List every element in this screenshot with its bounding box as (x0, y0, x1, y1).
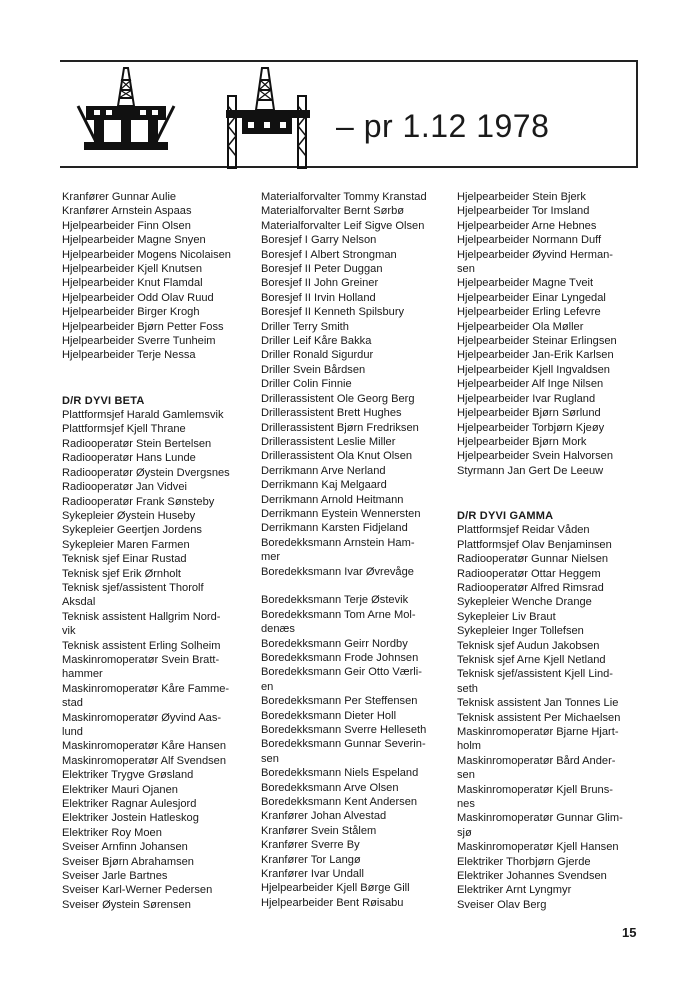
spacer (62, 377, 252, 391)
list-item: Hjelpearbeider Tor Imsland (457, 205, 590, 218)
list-item: Derrikmann Kaj Melgaard (261, 479, 387, 492)
list-item: Maskinromoperatør Øyvind Aas- (62, 711, 222, 724)
list-item: Sykepleier Maren Farmen (62, 538, 190, 551)
list-item: Boresjef I Garry Nelson (261, 234, 377, 247)
list-item: Hjelpearbeider Arne Hebnes (457, 219, 597, 232)
list-item: Driller Colin Finnie (261, 378, 352, 391)
list-item: Hjelpearbeider Torbjørn Kjeøy (457, 421, 605, 434)
list-item: Driller Svein Bårdsen (261, 363, 366, 376)
list-item: Radiooperatør Jan Vidvei (62, 481, 187, 494)
list-item: Maskinromoperatør Bård Ander- (457, 754, 616, 767)
list-item: Kranfører Gunnar Aulie (62, 191, 177, 203)
list-item: Boredekksmann Ivar Øvrevåge (261, 565, 414, 578)
list-item: Boredekksmann Tom Arne Mol- (261, 608, 416, 621)
list-item: Elektriker Johannes Svendsen (457, 870, 607, 883)
list-item: Elektriker Thorbjørn Gjerde (457, 855, 591, 868)
list-item: Teknisk assistent Jan Tonnes Lie (457, 697, 619, 710)
list-item: Teknisk sjef Audun Jakobsen (457, 639, 600, 652)
list-item: Hjelpearbeider Steinar Erlingsen (457, 335, 617, 348)
list-item: seth (457, 682, 478, 695)
list-item: Materialforvalter Leif Sigve Olsen (261, 219, 425, 232)
list-item: Hjelpearbeider Magne Snyen (62, 234, 206, 247)
list-item: Derrikmann Arnold Heitmann (261, 493, 404, 506)
list-item: lund (62, 726, 83, 738)
list-item: Plattformsjef Harald Gamlemsvik (62, 409, 224, 422)
list-item: Sveiser Olav Berg (457, 898, 547, 911)
list-item: Boredekksmann Frode Johnsen (261, 651, 419, 664)
list-item: Drillerassistent Brett Hughes (261, 407, 402, 420)
list-item: Hjelpearbeider Kjell Ingvaldsen (457, 363, 610, 376)
list-item: Radiooperatør Hans Lunde (62, 452, 196, 465)
list-item: Kranfører Johan Alvestad (261, 810, 387, 823)
list-item: Hjelpearbeider Stein Bjerk (457, 191, 586, 203)
list-item: sen (457, 263, 475, 276)
spacer (457, 493, 647, 507)
list-item: Hjelpearbeider Terje Nessa (62, 349, 196, 362)
list-item: Driller Leif Kåre Bakka (261, 335, 372, 348)
list-item: Boredekksmann Arnstein Ham- (261, 536, 415, 549)
list-item: Radiooperatør Gunnar Nielsen (457, 553, 609, 566)
list-item: Radiooperatør Ottar Heggem (457, 567, 601, 580)
list-item: Hjelpearbeider Knut Flamdal (62, 277, 203, 290)
section-heading: D/R DYVI GAMMA (457, 509, 554, 522)
list-item: Hjelpearbeider Odd Olav Ruud (62, 291, 214, 304)
list-item: sen (457, 769, 475, 782)
list-item: Boredekksmann Geirr Nordby (261, 637, 408, 650)
list-item: Sykepleier Geertjen Jordens (62, 524, 202, 537)
list-item: Hjelpearbeider Svein Halvorsen (457, 450, 614, 463)
list-item: Teknisk assistent Erling Solheim (62, 639, 221, 652)
page-number: 15 (622, 925, 637, 940)
list-item: Kranfører Sverre By (261, 839, 360, 852)
list-item: Hjelpearbeider Erling Lefevre (457, 306, 601, 319)
list-item: Boredekksmann Arve Olsen (261, 781, 399, 794)
list-item: Sykepleier Øystein Huseby (62, 509, 196, 522)
list-item: Teknisk sjef/assistent Kjell Lind- (457, 668, 613, 681)
list-item: Elektriker Roy Moen (62, 826, 162, 839)
list-item: Hjelpearbeider Kjell Børge Gill (261, 882, 410, 895)
list-item: Hjelpearbeider Bent Røisabu (261, 896, 404, 909)
list-item: Boresjef II Kenneth Spilsbury (261, 306, 405, 319)
list-item: Maskinromoperatør Kåre Famme- (62, 682, 230, 695)
list-item: Hjelpearbeider Kjell Knutsen (62, 263, 202, 276)
list-item: Drillerassistent Ole Georg Berg (261, 392, 415, 405)
list-item: sen (261, 752, 279, 765)
list-item: holm (457, 740, 482, 753)
list-item: Derrikmann Arve Nerland (261, 464, 386, 477)
list-item: Boredekksmann Sverre Helleseth (261, 724, 427, 737)
semi-submersible-rig-icon (74, 66, 178, 152)
list-item: Hjelpearbeider Jan-Erik Karlsen (457, 349, 614, 362)
list-item: Sveiser Jarle Bartnes (62, 870, 168, 883)
list-item: Sveiser Arnfinn Johansen (62, 841, 188, 854)
list-item: Boredekksmann Geir Otto Værli- (261, 666, 422, 679)
list-item: Aksdal (62, 596, 96, 609)
list-item: Boresjef I Albert Strongman (261, 248, 397, 261)
list-item: Sykepleier Wenche Drange (457, 596, 592, 609)
list-item: Boredekksmann Dieter Holl (261, 709, 397, 722)
list-item: mer (261, 551, 281, 564)
list-item: Hjelpearbeider Bjørn Sørlund (457, 407, 601, 420)
list-item: Sveiser Øystein Sørensen (62, 898, 191, 911)
list-item: Radiooperatør Alfred Rimsrad (457, 581, 604, 594)
list-item: Boredekksmann Per Steffensen (261, 695, 418, 708)
spacer (62, 363, 252, 377)
list-item: Teknisk sjef Einar Rustad (62, 553, 187, 566)
section-heading: D/R DYVI BETA (62, 394, 145, 407)
list-item: Driller Terry Smith (261, 320, 349, 333)
list-item: Sykepleier Inger Tollefsen (457, 625, 584, 638)
list-item: Sveiser Karl-Werner Pedersen (62, 884, 213, 897)
page-title: – pr 1.12 1978 (336, 108, 550, 144)
list-item: Sveiser Bjørn Abrahamsen (62, 855, 194, 868)
list-item: sjø (457, 826, 472, 839)
list-item: Hjelpearbeider Øyvind Herman- (457, 248, 613, 261)
list-item: Hjelpearbeider Sverre Tunheim (62, 335, 216, 348)
list-item: Boresjef II Peter Duggan (261, 263, 383, 276)
list-item: Plattformsjef Olav Benjaminsen (457, 538, 612, 551)
jackup-rig-icon (224, 66, 314, 170)
list-item: Maskinromoperatør Alf Svendsen (62, 754, 227, 767)
list-item: Teknisk assistent Hallgrim Nord- (62, 610, 221, 623)
column-1 (62, 190, 252, 912)
list-item: Teknisk sjef/assistent Thorolf (62, 581, 204, 594)
list-item: Elektriker Jostein Hatleskog (62, 812, 199, 825)
list-item: Hjelpearbeider Normann Duff (457, 234, 602, 247)
list-item: Kranfører Tor Langø (261, 853, 361, 866)
list-item: Boredekksmann Niels Espeland (261, 767, 419, 780)
list-item: Radiooperatør Øystein Dvergsnes (62, 466, 230, 479)
list-item: Plattformsjef Reidar Våden (457, 524, 590, 537)
column-2 (261, 190, 451, 910)
list-item: Teknisk sjef Arne Kjell Netland (457, 653, 606, 666)
list-item: en (261, 680, 274, 693)
list-item: Elektriker Ragnar Aulesjord (62, 798, 197, 811)
spacer (261, 579, 451, 593)
list-item: Hjelpearbeider Birger Krogh (62, 306, 200, 319)
list-item: Boredekksmann Kent Andersen (261, 796, 418, 809)
list-item: Sykepleier Liv Braut (457, 610, 556, 623)
list-item: Maskinromoperatør Gunnar Glim- (457, 812, 623, 825)
list-item: Drillerassistent Bjørn Fredriksen (261, 421, 419, 434)
list-item: Kranfører Arnstein Aspaas (62, 205, 192, 218)
list-item: Radiooperatør Stein Bertelsen (62, 437, 212, 450)
list-item: Materialforvalter Bernt Sørbø (261, 205, 405, 218)
list-item: Materialforvalter Tommy Kranstad (261, 191, 427, 203)
list-item: Drillerassistent Leslie Miller (261, 435, 396, 448)
list-item: stad (62, 697, 83, 710)
list-item: Plattformsjef Kjell Thrane (62, 423, 186, 436)
column-3 (457, 190, 647, 912)
list-item: Maskinromoperatør Kåre Hansen (62, 740, 227, 753)
list-item: Hjelpearbeider Bjørn Mork (457, 435, 587, 448)
list-item: Derrikmann Karsten Fidjeland (261, 522, 408, 535)
list-item: Styrmann Jan Gert De Leeuw (457, 464, 604, 477)
list-item: vik (62, 625, 76, 638)
list-item: Maskinromoperatør Bjarne Hjart- (457, 726, 619, 738)
list-item: Hjelpearbeider Ola Møller (457, 320, 584, 333)
list-item: Hjelpearbeider Finn Olsen (62, 219, 191, 232)
spacer (457, 478, 647, 492)
list-item: Kranfører Svein Stålem (261, 824, 377, 837)
list-item: Radiooperatør Frank Sønsteby (62, 495, 215, 508)
list-item: Boresjef II Irvin Holland (261, 291, 376, 304)
list-item: Hjelpearbeider Einar Lyngedal (457, 291, 606, 304)
list-item: Maskinromoperatør Svein Bratt- (62, 653, 220, 666)
list-item: Maskinromoperatør Kjell Hansen (457, 841, 619, 854)
list-item: hammer (62, 668, 103, 681)
list-item: nes (457, 798, 475, 811)
list-item: Boredekksmann Terje Østevik (261, 594, 409, 607)
list-item: Hjelpearbeider Bjørn Petter Foss (62, 320, 224, 333)
list-item: Hjelpearbeider Ivar Rugland (457, 392, 596, 405)
list-item: Derrikmann Eystein Wennersten (261, 507, 421, 520)
list-item: Hjelpearbeider Mogens Nicolaisen (62, 248, 231, 261)
list-item: Maskinromoperatør Kjell Bruns- (457, 783, 613, 796)
list-item: Elektriker Mauri Ojanen (62, 783, 178, 796)
list-item: Kranfører Ivar Undall (261, 868, 364, 881)
list-item: Hjelpearbeider Magne Tveit (457, 277, 594, 290)
list-item: Boredekksmann Gunnar Severin- (261, 738, 426, 751)
list-item: Driller Ronald Sigurdur (261, 349, 374, 362)
list-item: Teknisk assistent Per Michaelsen (457, 711, 621, 724)
list-item: Drillerassistent Ola Knut Olsen (261, 450, 413, 463)
list-item: Teknisk sjef Erik Ørnholt (62, 567, 181, 580)
list-item: Boresjef II John Greiner (261, 277, 379, 290)
list-item: Elektriker Arnt Lyngmyr (457, 884, 572, 897)
list-item: Elektriker Trygve Grøsland (62, 769, 194, 782)
list-item: denæs (261, 623, 295, 636)
list-item: Hjelpearbeider Alf Inge Nilsen (457, 378, 604, 391)
